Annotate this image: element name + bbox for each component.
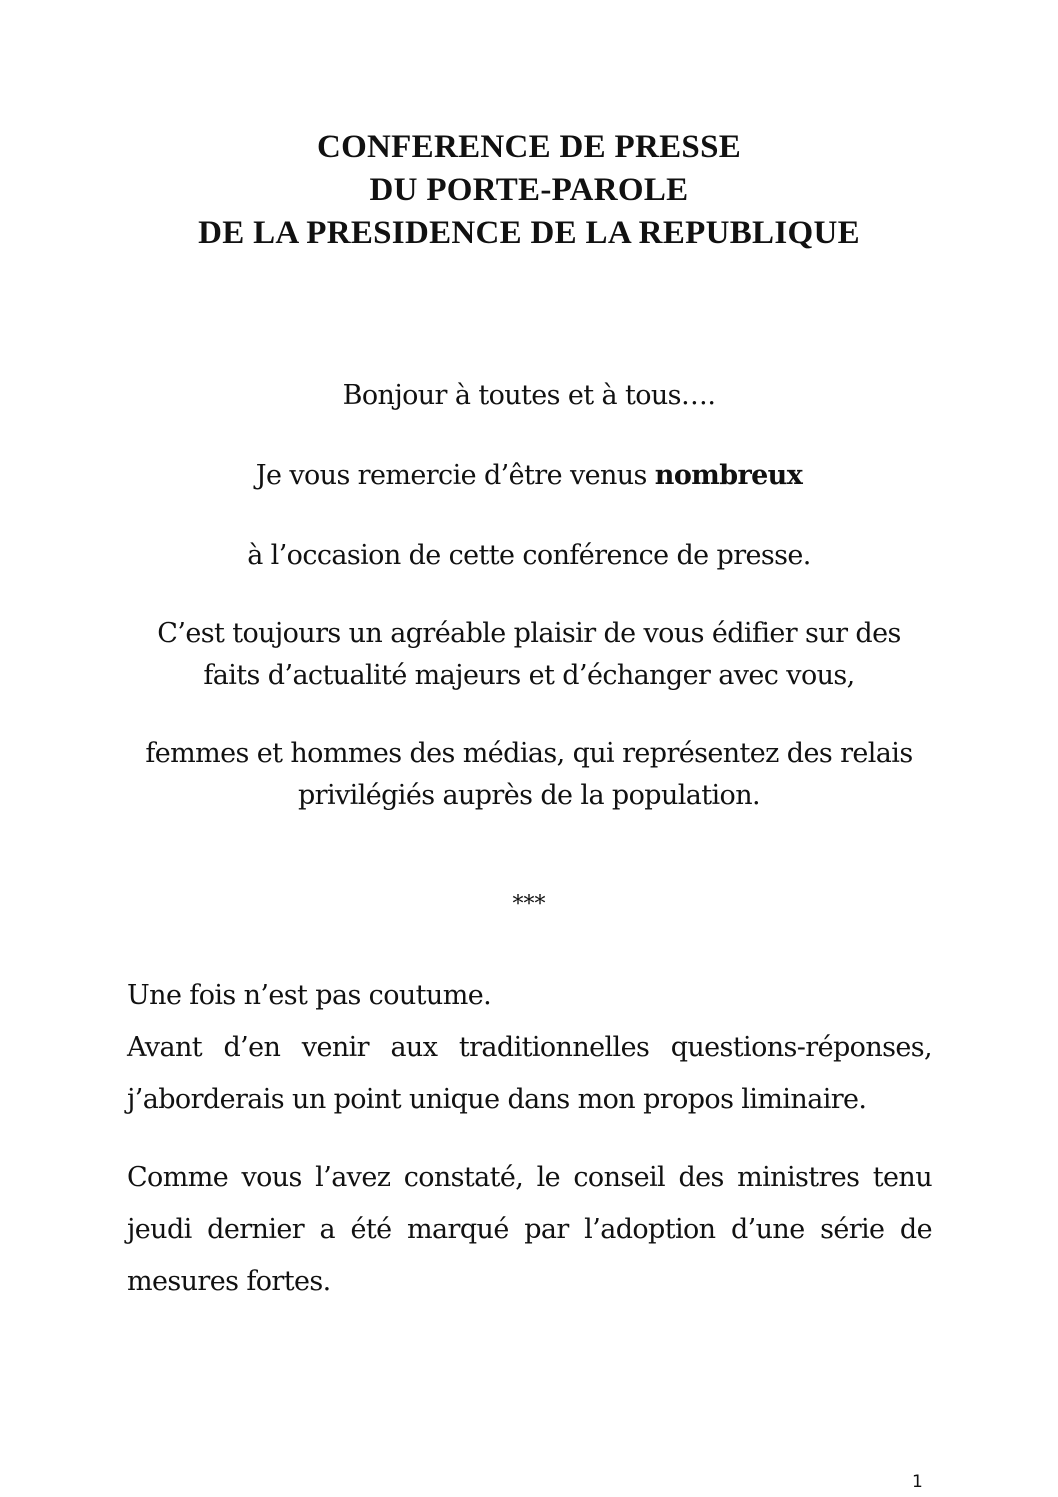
pleasure-paragraph <box>60 613 998 697</box>
occasion-paragraph <box>60 535 998 577</box>
council-line-3: mesures fortes. <box>127 1266 331 1297</box>
media-line-1: femmes et hommes des médias, qui représentez des relais <box>145 738 913 769</box>
section-separator: *** <box>512 892 546 917</box>
title-line-1: CONFERENCE DE PRESSE <box>316 129 742 165</box>
thanks-emphasis: nombreux <box>654 460 803 491</box>
intro-line-3: j’aborderais un point unique dans mon propos liminaire. <box>127 1084 867 1115</box>
thanks-line <box>60 455 998 497</box>
media-line-2: privilégiés auprès de la population. <box>298 780 760 811</box>
document-title <box>0 126 1058 255</box>
intro-line-2: Avant d’en venir aux traditionnelles questions-réponses, <box>127 1032 932 1063</box>
media-paragraph <box>60 733 998 817</box>
intro-paragraph <box>127 970 932 1126</box>
page-number: 1 <box>912 1472 923 1492</box>
greeting-text: Bonjour à toutes et à tous…. <box>342 380 716 411</box>
council-line-2: jeudi dernier a été marqué par l’adoption d’une série de <box>127 1214 932 1245</box>
pleasure-line-2: faits d’actualité majeurs et d’échanger avec vous, <box>203 660 855 691</box>
pleasure-line-1: C’est toujours un agréable plaisir de vous édifier sur des <box>157 618 901 649</box>
title-line-2: DU PORTE-PAROLE <box>369 172 689 208</box>
title-line-3: DE LA PRESIDENCE DE LA REPUBLIQUE <box>198 215 860 251</box>
occasion-text: à l’occasion de cette conférence de presse. <box>247 540 811 571</box>
intro-line-1: Une fois n’est pas coutume. <box>127 980 492 1011</box>
greeting-paragraph <box>60 375 998 417</box>
thanks-text: Je vous remercie d’être venus <box>255 460 655 491</box>
thanks-paragraph <box>60 455 998 497</box>
council-paragraph <box>127 1152 932 1308</box>
council-line-1: Comme vous l’avez constaté, le conseil des ministres tenu <box>127 1162 932 1193</box>
